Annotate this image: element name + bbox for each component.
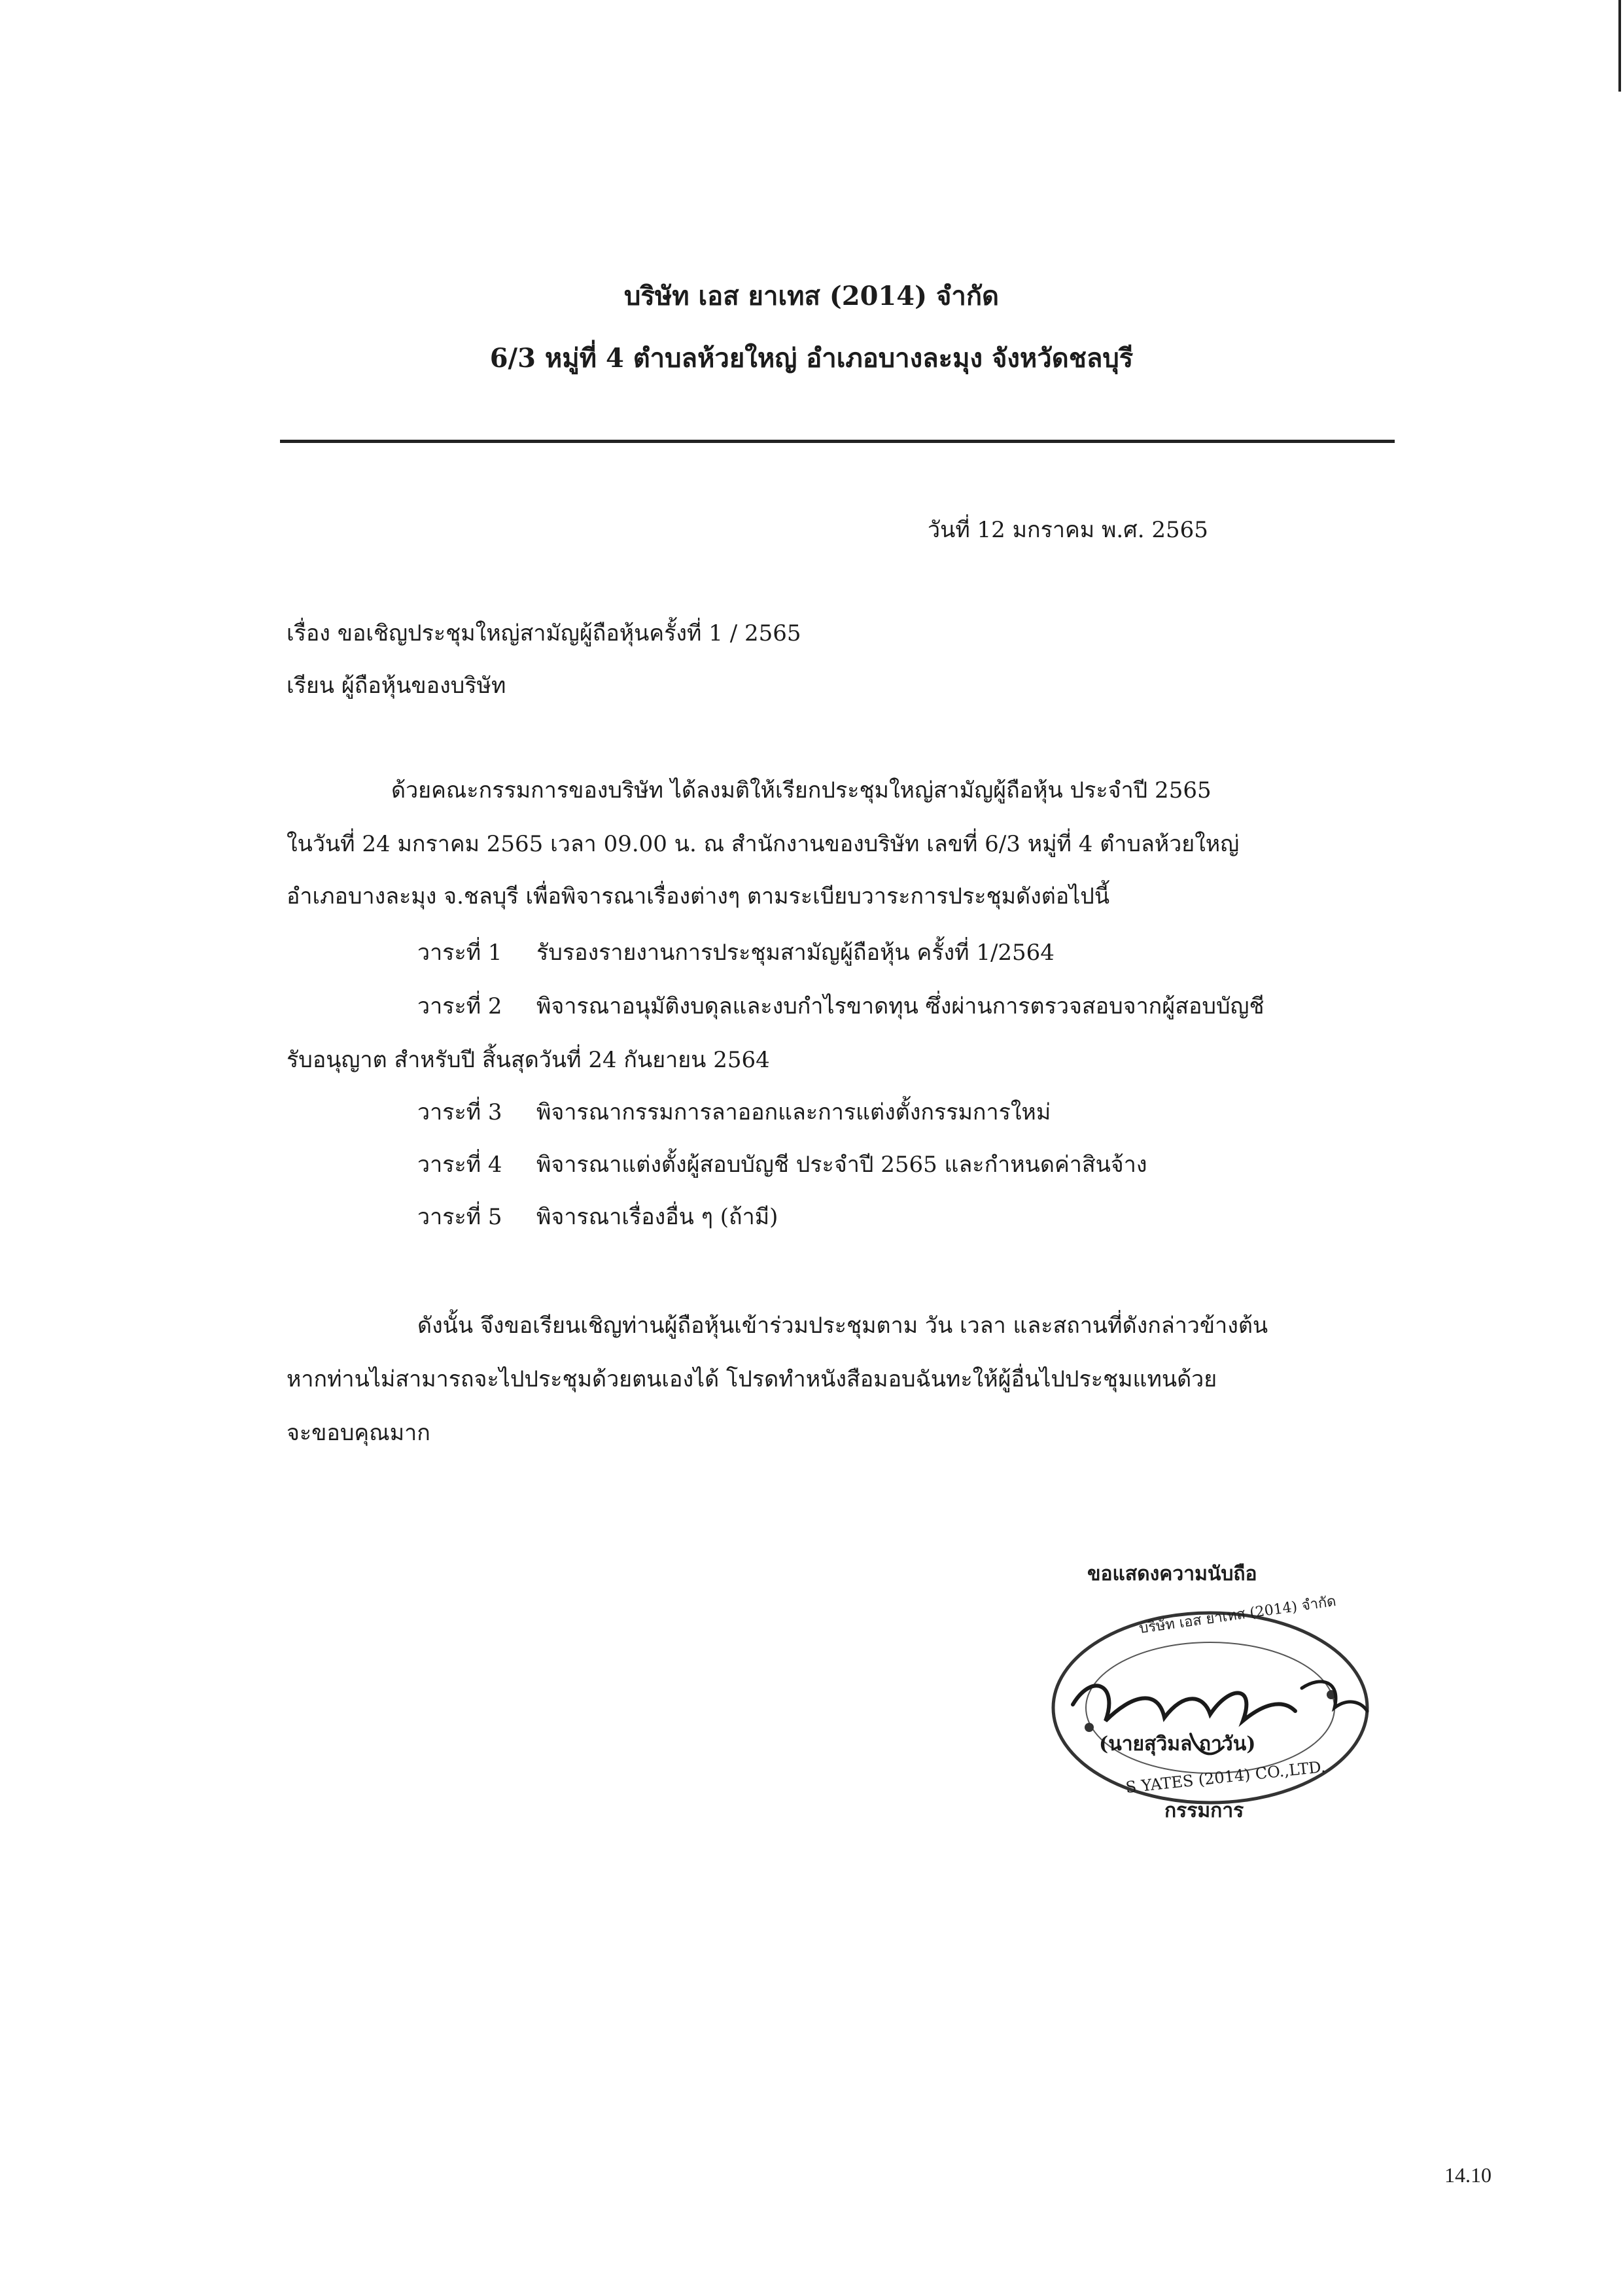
signature-block <box>1034 1557 1400 1832</box>
agenda-5-label: วาระที่ 5 <box>417 1204 502 1230</box>
company-stamp <box>1034 1557 1400 1832</box>
stamp-text-bottom: S YATES (2014) CO.,LTD. <box>1125 1757 1327 1797</box>
signer-title: กรรมการ <box>1164 1799 1244 1822</box>
closing-line-3: จะขอบคุณมาก <box>287 1420 430 1446</box>
letter-date: วันที่ 12 มกราคม พ.ศ. 2565 <box>928 517 1208 543</box>
scan-edge-mark <box>1618 0 1621 92</box>
agenda-2-text: พิจารณาอนุมัติงบดุลและงบกำไรขาดทุน ซึ่งผ่านการตรวจสอบจากผู้สอบบัญชี <box>536 993 1265 1019</box>
agenda-5-text: พิจารณาเรื่องอื่น ๆ (ถ้ามี) <box>536 1204 778 1230</box>
body-line-2: ในวันที่ 24 มกราคม 2565 เวลา 09.00 น. ณ สำนักงานของบริษัท เลขที่ 6/3 หมู่ที่ 4 ตำบลห้วยใหญ่ <box>287 831 1240 857</box>
agenda-1-label: วาระที่ 1 <box>417 940 502 966</box>
letter-subject: เรื่อง ขอเชิญประชุมใหญ่สามัญผู้ถือหุ้นครั้งที่ 1 / 2565 <box>287 620 801 646</box>
closing-line-2: หากท่านไม่สามารถจะไปประชุมด้วยตนเองได้ โปรดทำหนังสือมอบฉันทะให้ผู้อื่นไปประชุมแทนด้วย <box>287 1366 1217 1392</box>
stamp-text-top: บริษัท เอส ยาเทส (2014) จำกัด <box>1138 1593 1338 1637</box>
closing-line-1: ดังนั้น จึงขอเรียนเชิญท่านผู้ถือหุ้นเข้าร่วมประชุมตาม วัน เวลา และสถานที่ดังกล่าวข้างต้น <box>417 1313 1268 1339</box>
signer-name: (นายสุวิมล ถาวัน) <box>1099 1733 1256 1756</box>
header-divider <box>280 440 1395 443</box>
company-name: บริษัท เอส ยาเทส (2014) จำกัด <box>623 281 1000 311</box>
agenda-3-label: วาระที่ 3 <box>417 1099 502 1125</box>
agenda-3-text: พิจารณากรรมการลาออกและการแต่งตั้งกรรมการใหม่ <box>536 1099 1051 1125</box>
body-line-3: อำเภอบางละมุง จ.ชลบุรี เพื่อพิจารณาเรื่องต่างๆ ตามระเบียบวาระการประชุมดังต่อไปนี้ <box>287 883 1110 910</box>
agenda-2-continuation: รับอนุญาต สำหรับปี สิ้นสุดวันที่ 24 กันยายน 2564 <box>287 1047 770 1073</box>
body-line-1: ด้วยคณะกรรมการของบริษัท ได้ลงมติให้เรียกประชุมใหญ่สามัญผู้ถือหุ้น ประจำปี 2565 <box>391 777 1212 804</box>
agenda-2-label: วาระที่ 2 <box>417 993 502 1019</box>
signature-regards: ขอแสดงความนับถือ <box>1087 1563 1257 1585</box>
agenda-4-label: วาระที่ 4 <box>417 1152 502 1178</box>
page-number: 14.10 <box>1444 2163 1492 2187</box>
letter-recipient: เรียน ผู้ถือหุ้นของบริษัท <box>287 673 506 699</box>
agenda-1-text: รับรองรายงานการประชุมสามัญผู้ถือหุ้น ครั้งที่ 1/2564 <box>536 940 1055 966</box>
company-address: 6/3 หมู่ที่ 4 ตำบลห้วยใหญ่ อำเภอบางละมุง จังหวัดชลบุรี <box>489 343 1134 374</box>
agenda-4-text: พิจารณาแต่งตั้งผู้สอบบัญชี ประจำปี 2565 และกำหนดค่าสินจ้าง <box>536 1152 1147 1178</box>
